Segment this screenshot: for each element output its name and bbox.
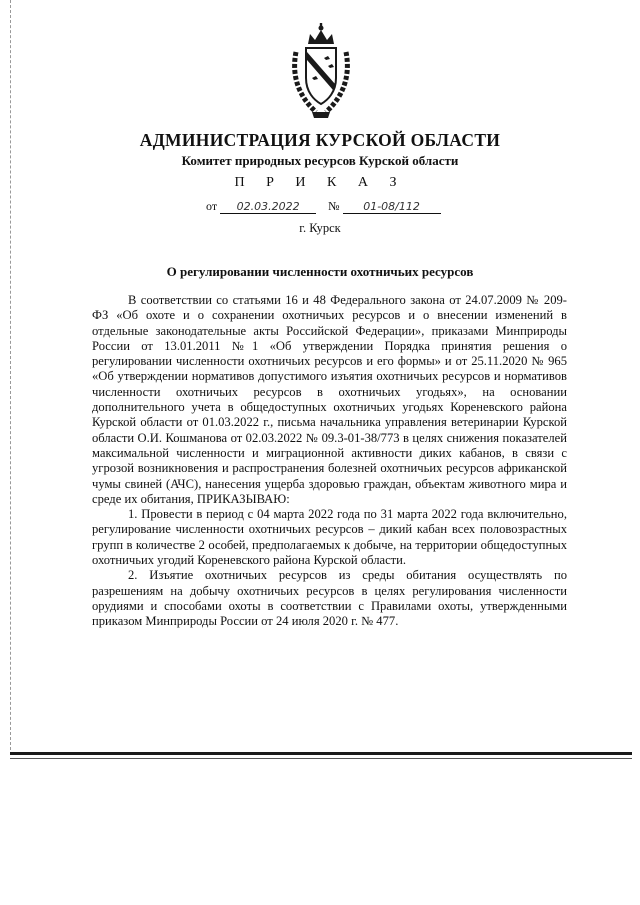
date-prefix: от (206, 199, 218, 213)
scan-edge-line (10, 0, 11, 750)
document-title: О регулировании численности охотничьих ресурсов (166, 264, 474, 279)
order-number: 01-08/112 (343, 200, 441, 214)
coat-of-arms-icon (290, 22, 352, 122)
order-date: 02.03.2022 (220, 200, 316, 214)
page-bottom-border-thin (10, 758, 632, 759)
committee-name: Комитет природных ресурсов Курской области (181, 153, 459, 168)
order-date-number-line (206, 199, 441, 214)
document-type: П Р И К А З (234, 175, 406, 190)
number-prefix: № (328, 199, 340, 213)
page-bottom-border (10, 752, 632, 755)
preamble-paragraph: В соответствии со статьями 16 и 48 Федерального закона от 24.07.2009 № 209-ФЗ «Об охоте и о сохранении охотничьих ресурсов и о внесении изменений в отдельные законодательные акты Российской Федерации», приказами Минприроды России от 13.01.2011 №1 «Об утверждении Порядка принятия решения о регулировании численности охотничьих ресурсов и его формы» и от 25.11.2020 № 965 «Об утверждении нормативов допустимого изъятия охотничьих ресурсов и нормативов численности охотничьих ресурсов в охотничьих угодьях», на основании дополнительного учета в общедоступных охотничьих угодьях Кореневского района Курской области от 01.03.2022 г., письма начальника управления ветеринарии Курской области О.И. Кошманова от 02.03.2022 № 09.3-01-38/773 в целях снижения показателей максимальной численности и миграционной активности диких кабанов, в связи с угрозой возникновения и распространения болезней охотничьих ресурсов африканской чумы свиней (АЧС), нанесения ущерба здоровью граждан, объектам животного мира и среде их обитания, ПРИКАЗЫВАЮ: (92, 293, 567, 506)
clause-paragraph-1: 1. Провести в период с 04 марта 2022 года по 31 марта 2022 года включительно, регулирование численности охотничьих ресурсов – дикий кабан всех половозрастных групп в количестве 2 особей, предполагаемых к добыче, на территории общедоступных охотничьих угодий Кореневского района Курской области. (92, 507, 567, 568)
document-body (92, 293, 567, 630)
clause-paragraph-2: 2. Изъятие охотничьих ресурсов из среды обитания осуществлять по разрешениям на добычу охотничьих ресурсов в целях регулирования численности орудиями и способами охоты в соответствии с Правилами охоты, утвержденными приказом Минприроды России от 24 июля 2020 г. № 477. (92, 568, 567, 629)
city: г. Курск (299, 221, 341, 235)
organization-title: АДМИНИСТРАЦИЯ КУРСКОЙ ОБЛАСТИ (139, 130, 501, 150)
